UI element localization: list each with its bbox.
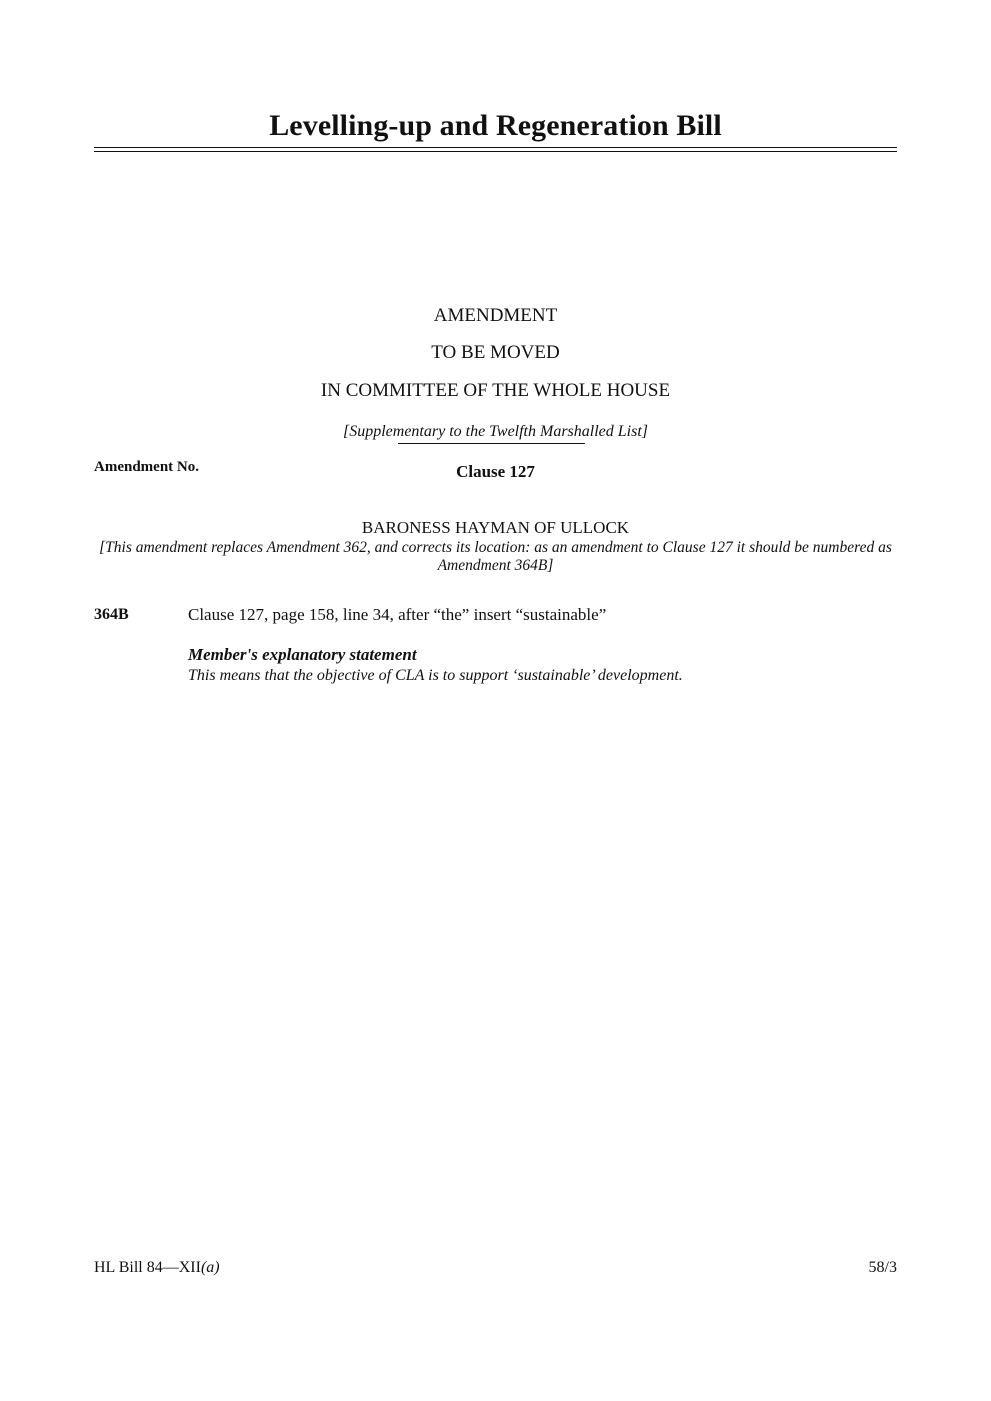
replacement-note: [This amendment replaces Amendment 362, and corrects its location: as an amendment to Clause 127 it should be numbered as Amendment 364B] <box>99 539 892 574</box>
title-rule-bottom <box>94 151 897 152</box>
amendment-no-label: Amendment No. <box>94 459 199 475</box>
member-name: BARONESS HAYMAN OF ULLOCK <box>361 518 630 537</box>
supplementary-note: [Supplementary to the Twelfth Marshalled List] <box>342 423 649 440</box>
heading-amendment: AMENDMENT <box>433 305 558 326</box>
amendment-text: Clause 127, page 158, line 34, after “the” insert “sustainable” <box>188 605 607 624</box>
footer-bill-ref-main: HL Bill 84—XII <box>94 1259 201 1276</box>
clause-heading: Clause 127 <box>456 462 535 481</box>
explanatory-statement-text: This means that the objective of CLA is to support ‘sustainable’ development. <box>188 667 683 684</box>
footer-bill-ref-suffix: (a) <box>200 1259 220 1276</box>
supplementary-underline <box>398 443 585 444</box>
heading-to-be-moved: TO BE MOVED <box>431 342 560 363</box>
amendment-number: 364B <box>94 606 129 623</box>
heading-committee: IN COMMITTEE OF THE WHOLE HOUSE <box>320 380 671 401</box>
footer-page-reference: 58/3 <box>868 1259 897 1276</box>
title-rule-top <box>94 147 897 148</box>
page-title: Levelling-up and Regeneration Bill <box>269 109 722 142</box>
footer-bill-reference <box>94 1258 220 1278</box>
explanatory-statement-heading: Member's explanatory statement <box>188 645 417 664</box>
